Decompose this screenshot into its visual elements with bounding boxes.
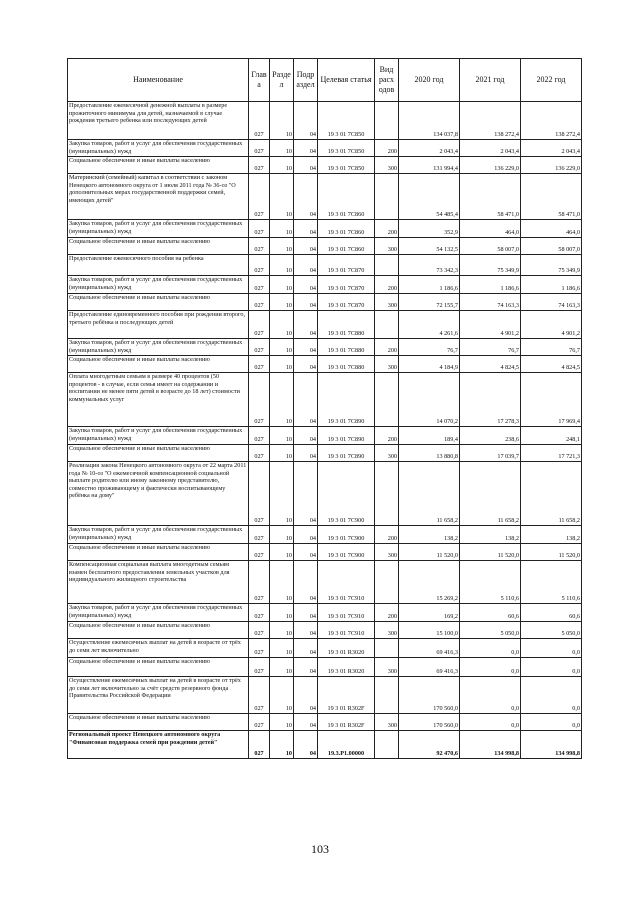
row-target-article: 19 3 01 R3020 (318, 639, 375, 658)
row-podrazdel: 04 (294, 658, 318, 677)
row-2020: 170 560,0 (399, 677, 460, 714)
row-target-article: 19 3 01 7С860 (318, 220, 375, 238)
row-2022: 0,0 (521, 658, 582, 677)
row-podrazdel: 04 (294, 561, 318, 604)
row-expense-type: 200 (375, 427, 399, 445)
row-glava: 027 (249, 544, 270, 561)
row-2022: 0,0 (521, 714, 582, 731)
table-row (68, 276, 582, 294)
row-2022: 17 969,4 (521, 373, 582, 427)
table-row (68, 526, 582, 544)
row-expense-type: 200 (375, 220, 399, 238)
row-2021: 136 229,0 (460, 157, 521, 174)
row-razdel: 10 (270, 462, 294, 526)
row-2020: 4 261,6 (399, 311, 460, 339)
table-row (68, 339, 582, 356)
row-target-article: 19 3 01 R3020 (318, 658, 375, 677)
row-expense-type: 300 (375, 445, 399, 462)
row-razdel: 10 (270, 658, 294, 677)
row-podrazdel: 04 (294, 677, 318, 714)
row-2021: 1 186,6 (460, 276, 521, 294)
row-2020: 352,9 (399, 220, 460, 238)
table-row (68, 294, 582, 311)
row-2020: 1 186,6 (399, 276, 460, 294)
row-2022: 0,0 (521, 639, 582, 658)
row-podrazdel: 04 (294, 174, 318, 220)
row-2022: 76,7 (521, 339, 582, 356)
row-expense-type: 300 (375, 544, 399, 561)
row-podrazdel: 04 (294, 604, 318, 622)
row-target-article: 19 3 01 7С850 (318, 157, 375, 174)
row-podrazdel: 04 (294, 427, 318, 445)
row-2021: 0,0 (460, 639, 521, 658)
row-podrazdel: 04 (294, 339, 318, 356)
row-2021: 0,0 (460, 714, 521, 731)
row-2020: 69 416,3 (399, 658, 460, 677)
row-target-article: 19 3 01 R302F (318, 677, 375, 714)
row-razdel: 10 (270, 220, 294, 238)
row-podrazdel: 04 (294, 639, 318, 658)
row-target-article: 19 3 01 R302F (318, 714, 375, 731)
row-2021: 238,6 (460, 427, 521, 445)
row-2022: 1 186,6 (521, 276, 582, 294)
table-row (68, 658, 582, 677)
row-target-article: 19 3 01 7С890 (318, 373, 375, 427)
row-target-article: 19 3 01 7С900 (318, 526, 375, 544)
row-expense-type: 300 (375, 658, 399, 677)
header-name: Наименование (68, 59, 249, 102)
row-target-article: 19 3 01 7С860 (318, 174, 375, 220)
row-2022: 5 050,0 (521, 622, 582, 639)
row-name: Социальное обеспечение и иные выплаты населению (68, 294, 249, 311)
row-podrazdel: 04 (294, 526, 318, 544)
row-podrazdel: 04 (294, 731, 318, 759)
row-2021: 76,7 (460, 339, 521, 356)
row-podrazdel: 04 (294, 294, 318, 311)
row-glava: 027 (249, 639, 270, 658)
row-2021: 0,0 (460, 677, 521, 714)
row-expense-type (375, 677, 399, 714)
row-podrazdel: 04 (294, 622, 318, 639)
row-podrazdel: 04 (294, 102, 318, 140)
row-target-article: 19 3 01 7С890 (318, 445, 375, 462)
row-2020: 13 880,8 (399, 445, 460, 462)
row-2022: 0,0 (521, 677, 582, 714)
row-2022: 11 520,0 (521, 544, 582, 561)
row-razdel: 10 (270, 174, 294, 220)
table-row (68, 102, 582, 140)
row-razdel: 10 (270, 356, 294, 373)
row-target-article: 19 3 01 7С880 (318, 356, 375, 373)
row-2020: 138,2 (399, 526, 460, 544)
row-podrazdel: 04 (294, 311, 318, 339)
row-2020: 4 184,9 (399, 356, 460, 373)
row-name: Закупка товаров, работ и услуг для обеспечения государственных (муниципальных) нужд (68, 339, 249, 356)
row-2021: 58 471,0 (460, 174, 521, 220)
table-row (68, 427, 582, 445)
row-2020: 169,2 (399, 604, 460, 622)
row-expense-type (375, 102, 399, 140)
row-2020: 2 043,4 (399, 140, 460, 157)
row-2022: 136 229,0 (521, 157, 582, 174)
row-name: Компенсационная социальная выплата многодетным семьям взамен бесплатного предоставления земельных участков для индивидуального жилищного строительства (68, 561, 249, 604)
row-2022: 248,1 (521, 427, 582, 445)
row-target-article: 19 3 01 7С900 (318, 462, 375, 526)
row-name: Предоставление ежемесячного пособия на ребенка (68, 255, 249, 276)
row-podrazdel: 04 (294, 445, 318, 462)
header-expense-type: Вид расх одов (375, 59, 399, 102)
row-2022: 17 721,3 (521, 445, 582, 462)
row-razdel: 10 (270, 427, 294, 445)
header-2021: 2021 год (460, 59, 521, 102)
table-row (68, 311, 582, 339)
table-row (68, 445, 582, 462)
row-2021: 11 520,0 (460, 544, 521, 561)
row-razdel: 10 (270, 622, 294, 639)
row-target-article: 19 3 01 7С870 (318, 294, 375, 311)
row-2022: 464,0 (521, 220, 582, 238)
row-razdel: 10 (270, 731, 294, 759)
row-2021: 17 278,3 (460, 373, 521, 427)
row-expense-type: 200 (375, 526, 399, 544)
row-target-article: 19 3 01 7С850 (318, 140, 375, 157)
row-glava: 027 (249, 373, 270, 427)
row-razdel: 10 (270, 677, 294, 714)
row-2020: 170 560,0 (399, 714, 460, 731)
table-row (68, 255, 582, 276)
row-expense-type: 300 (375, 294, 399, 311)
row-glava: 027 (249, 462, 270, 526)
header-2022: 2022 год (521, 59, 582, 102)
row-2022: 4 901,2 (521, 311, 582, 339)
row-2022: 138,2 (521, 526, 582, 544)
table-row (68, 604, 582, 622)
table-header-row (68, 59, 582, 102)
row-glava: 027 (249, 157, 270, 174)
row-expense-type: 200 (375, 604, 399, 622)
row-name: Предоставление единовременного пособия при рождении второго, третьего ребёнка и последующих детей (68, 311, 249, 339)
row-2022: 60,6 (521, 604, 582, 622)
row-name: Социальное обеспечение и иные выплаты населению (68, 622, 249, 639)
row-glava: 027 (249, 677, 270, 714)
row-2022: 74 163,3 (521, 294, 582, 311)
row-expense-type (375, 561, 399, 604)
table-body (68, 102, 582, 759)
header-razdel: Разде л (270, 59, 294, 102)
row-2021: 2 043,4 (460, 140, 521, 157)
row-2021: 4 901,2 (460, 311, 521, 339)
row-expense-type (375, 639, 399, 658)
row-2020: 69 416,3 (399, 639, 460, 658)
row-glava: 027 (249, 255, 270, 276)
row-2020: 131 994,4 (399, 157, 460, 174)
table-row (68, 714, 582, 731)
row-2021: 0,0 (460, 658, 521, 677)
row-name: Реализация закона Ненецкого автономного округа от 22 марта 2011 года № 10-оз "О ежемесячной компенсационной социальной выплате родителю или иному законному представителю, совместно проживающему и фактически воспитывающему ребёнка на дому" (68, 462, 249, 526)
row-2022: 75 349,9 (521, 255, 582, 276)
row-razdel: 10 (270, 339, 294, 356)
row-name: Закупка товаров, работ и услуг для обеспечения государственных (муниципальных) нужд (68, 526, 249, 544)
row-glava: 027 (249, 604, 270, 622)
row-podrazdel: 04 (294, 220, 318, 238)
table-row (68, 373, 582, 427)
table-row (68, 220, 582, 238)
row-name: Закупка товаров, работ и услуг для обеспечения государственных (муниципальных) нужд (68, 276, 249, 294)
row-glava: 027 (249, 311, 270, 339)
row-razdel: 10 (270, 311, 294, 339)
row-razdel: 10 (270, 526, 294, 544)
row-2022: 4 824,5 (521, 356, 582, 373)
row-2020: 72 155,7 (399, 294, 460, 311)
row-target-article: 19 3 01 7С860 (318, 238, 375, 255)
row-name: Социальное обеспечение и иные выплаты населению (68, 356, 249, 373)
row-2020: 76,7 (399, 339, 460, 356)
row-name: Закупка товаров, работ и услуг для обеспечения государственных (муниципальных) нужд (68, 604, 249, 622)
row-2020: 14 070,2 (399, 373, 460, 427)
table-row (68, 677, 582, 714)
table-row (68, 639, 582, 658)
table-row (68, 238, 582, 255)
row-name: Оплата многодетным семьям в размере 40 процентов (50 процентов - в случае, если семья имеет на содержании и воспитании не менее пяти детей в возрасте до 18 лет) стоимости коммунальных услуг (68, 373, 249, 427)
row-expense-type: 200 (375, 276, 399, 294)
row-target-article: 19 3 01 7С890 (318, 427, 375, 445)
row-2021: 17 039,7 (460, 445, 521, 462)
header-2020: 2020 год (399, 59, 460, 102)
row-glava: 027 (249, 238, 270, 255)
row-expense-type (375, 731, 399, 759)
row-name: Закупка товаров, работ и услуг для обеспечения государственных (муниципальных) нужд (68, 427, 249, 445)
row-2021: 134 998,8 (460, 731, 521, 759)
row-expense-type: 200 (375, 339, 399, 356)
row-glava: 027 (249, 731, 270, 759)
row-2022: 58 471,0 (521, 174, 582, 220)
row-razdel: 10 (270, 639, 294, 658)
table-row (68, 622, 582, 639)
row-2021: 138 272,4 (460, 102, 521, 140)
row-glava: 027 (249, 140, 270, 157)
row-2020: 11 658,2 (399, 462, 460, 526)
row-2022: 5 110,6 (521, 561, 582, 604)
row-target-article: 19 3 01 7С900 (318, 544, 375, 561)
row-2021: 60,6 (460, 604, 521, 622)
row-razdel: 10 (270, 276, 294, 294)
row-2020: 189,4 (399, 427, 460, 445)
header-podrazdel: Подр аздел (294, 59, 318, 102)
row-2020: 15 100,0 (399, 622, 460, 639)
table-row (68, 140, 582, 157)
row-2022: 11 658,2 (521, 462, 582, 526)
row-razdel: 10 (270, 714, 294, 731)
row-glava: 027 (249, 622, 270, 639)
row-glava: 027 (249, 174, 270, 220)
row-name: Закупка товаров, работ и услуг для обеспечения государственных (муниципальных) нужд (68, 140, 249, 157)
row-2020: 15 269,2 (399, 561, 460, 604)
row-2021: 11 658,2 (460, 462, 521, 526)
row-name: Социальное обеспечение и иные выплаты населению (68, 714, 249, 731)
row-razdel: 10 (270, 102, 294, 140)
row-podrazdel: 04 (294, 356, 318, 373)
row-2020: 73 342,3 (399, 255, 460, 276)
row-2022: 134 998,8 (521, 731, 582, 759)
row-expense-type (375, 311, 399, 339)
row-target-article: 19 3 01 7С910 (318, 561, 375, 604)
row-target-article: 19 3 01 7С870 (318, 276, 375, 294)
row-name: Социальное обеспечение и иные выплаты населению (68, 658, 249, 677)
row-razdel: 10 (270, 373, 294, 427)
row-razdel: 10 (270, 255, 294, 276)
row-expense-type: 300 (375, 714, 399, 731)
row-expense-type: 200 (375, 140, 399, 157)
row-glava: 027 (249, 561, 270, 604)
row-glava: 027 (249, 427, 270, 445)
row-target-article: 19 3 01 7С850 (318, 102, 375, 140)
table-row (68, 561, 582, 604)
row-glava: 027 (249, 276, 270, 294)
row-podrazdel: 04 (294, 140, 318, 157)
row-name: Социальное обеспечение и иные выплаты населению (68, 157, 249, 174)
row-razdel: 10 (270, 544, 294, 561)
row-2021: 74 163,3 (460, 294, 521, 311)
row-target-article: 19 3 01 7С870 (318, 255, 375, 276)
row-name: Социальное обеспечение и иные выплаты населению (68, 238, 249, 255)
row-name: Предоставление ежемесячной денежной выплаты в размере прожиточного минимума для детей, назначаемой в случае рождения третьего ребенка или последующих детей (68, 102, 249, 140)
row-glava: 027 (249, 102, 270, 140)
row-2022: 58 007,0 (521, 238, 582, 255)
row-expense-type: 300 (375, 622, 399, 639)
row-2020: 134 037,8 (399, 102, 460, 140)
row-target-article: 19 3 01 7С880 (318, 339, 375, 356)
row-expense-type: 300 (375, 157, 399, 174)
budget-table (67, 58, 582, 759)
row-glava: 027 (249, 714, 270, 731)
row-glava: 027 (249, 658, 270, 677)
row-target-article: 19 3 01 7С910 (318, 622, 375, 639)
row-2020: 92 470,6 (399, 731, 460, 759)
header-target-article: Целевая статья (318, 59, 375, 102)
table-row (68, 174, 582, 220)
row-name: Осуществление ежемесячных выплат на детей в возрасте от трёх до семи лет включительно (68, 639, 249, 658)
row-razdel: 10 (270, 294, 294, 311)
row-podrazdel: 04 (294, 462, 318, 526)
row-expense-type: 300 (375, 238, 399, 255)
row-target-article: 19 3 01 7С910 (318, 604, 375, 622)
table-row (68, 462, 582, 526)
row-2021: 5 110,6 (460, 561, 521, 604)
row-expense-type (375, 174, 399, 220)
row-razdel: 10 (270, 445, 294, 462)
row-name: Социальное обеспечение и иные выплаты населению (68, 544, 249, 561)
row-glava: 027 (249, 339, 270, 356)
row-expense-type (375, 255, 399, 276)
header-glava: Глав а (249, 59, 270, 102)
row-razdel: 10 (270, 238, 294, 255)
row-2021: 138,2 (460, 526, 521, 544)
row-razdel: 10 (270, 157, 294, 174)
row-expense-type (375, 373, 399, 427)
row-razdel: 10 (270, 561, 294, 604)
row-name: Материнский (семейный) капитал в соответствии с законом Ненецкого автономного округа от 1 июля 2011 года № 36-оз "О дополнительных мерах государственной поддержки семей, имеющих детей" (68, 174, 249, 220)
table-row (68, 157, 582, 174)
row-name: Закупка товаров, работ и услуг для обеспечения государственных (муниципальных) нужд (68, 220, 249, 238)
table-row (68, 356, 582, 373)
row-2021: 58 007,0 (460, 238, 521, 255)
row-target-article: 19 3 01 7С880 (318, 311, 375, 339)
row-podrazdel: 04 (294, 276, 318, 294)
row-2022: 2 043,4 (521, 140, 582, 157)
row-expense-type: 300 (375, 356, 399, 373)
row-razdel: 10 (270, 140, 294, 157)
row-name: Осуществление ежемесячных выплат на детей в возрасте от трёх до семи лет включительно за счёт средств резервного фонда Правительства Российской Федерации (68, 677, 249, 714)
row-glava: 027 (249, 294, 270, 311)
row-glava: 027 (249, 356, 270, 373)
row-2021: 5 050,0 (460, 622, 521, 639)
row-expense-type (375, 462, 399, 526)
row-2020: 54 485,4 (399, 174, 460, 220)
row-name: Региональный проект Ненецкого автономного округа "Финансовая поддержка семей при рождении детей" (68, 731, 249, 759)
row-razdel: 10 (270, 604, 294, 622)
row-podrazdel: 04 (294, 255, 318, 276)
row-glava: 027 (249, 445, 270, 462)
page-number: 103 (311, 842, 329, 856)
row-podrazdel: 04 (294, 238, 318, 255)
row-2020: 54 132,5 (399, 238, 460, 255)
row-podrazdel: 04 (294, 544, 318, 561)
row-name: Социальное обеспечение и иные выплаты населению (68, 445, 249, 462)
row-2021: 464,0 (460, 220, 521, 238)
row-glava: 027 (249, 526, 270, 544)
row-podrazdel: 04 (294, 714, 318, 731)
row-podrazdel: 04 (294, 157, 318, 174)
row-glava: 027 (249, 220, 270, 238)
row-2022: 138 272,4 (521, 102, 582, 140)
row-target-article: 19.3.P1.00000 (318, 731, 375, 759)
row-podrazdel: 04 (294, 373, 318, 427)
row-2020: 11 520,0 (399, 544, 460, 561)
table-row (68, 731, 582, 759)
row-2021: 4 824,5 (460, 356, 521, 373)
row-2021: 75 349,9 (460, 255, 521, 276)
table-row (68, 544, 582, 561)
